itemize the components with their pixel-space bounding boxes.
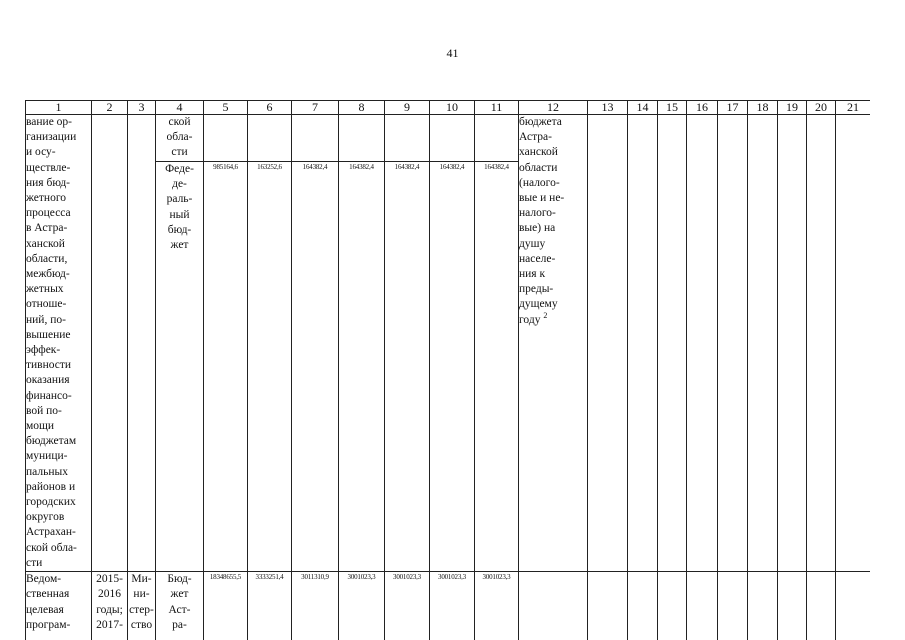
column-header: 7 xyxy=(292,101,339,115)
amount-cell: 3001023,3 xyxy=(385,572,430,640)
column-header: 13 xyxy=(588,101,628,115)
amount-cell: 3011310,9 xyxy=(292,572,339,640)
amount-cell: 163252,6 xyxy=(248,162,292,572)
column-header: 2 xyxy=(92,101,128,115)
empty-cell xyxy=(588,572,628,640)
column-header: 1 xyxy=(26,101,92,115)
column-number-row xyxy=(26,101,871,115)
period-cell xyxy=(92,115,128,572)
empty-cell xyxy=(628,572,658,640)
amount-cell xyxy=(204,115,248,162)
column-header: 5 xyxy=(204,101,248,115)
amount-cell: 164382,4 xyxy=(292,162,339,572)
executor-cell xyxy=(128,115,156,572)
executor-cell: Ми- ни- стер- ство xyxy=(128,572,156,640)
empty-cell xyxy=(778,115,807,572)
empty-cell xyxy=(836,572,871,640)
amount-cell: 3001023,3 xyxy=(339,572,385,640)
amount-cell: 3001023,3 xyxy=(430,572,475,640)
empty-cell xyxy=(718,572,748,640)
amount-cell: 164382,4 xyxy=(430,162,475,572)
column-header: 4 xyxy=(156,101,204,115)
indicator-cell xyxy=(519,572,588,640)
period-cell: 2015- 2016 годы; 2017- xyxy=(92,572,128,640)
empty-cell xyxy=(588,115,628,572)
empty-cell xyxy=(748,115,778,572)
amount-cell: 3001023,3 xyxy=(475,572,519,640)
column-header: 21 xyxy=(836,101,871,115)
amount-cell: 3333251,4 xyxy=(248,572,292,640)
indicator-cell xyxy=(519,115,588,572)
page-number: 41 xyxy=(446,46,459,60)
measure-description-cell: Ведом- ственная целевая програм- xyxy=(26,572,92,640)
column-header: 19 xyxy=(778,101,807,115)
column-header: 14 xyxy=(628,101,658,115)
column-header: 20 xyxy=(807,101,836,115)
amount-cell: 164382,4 xyxy=(339,162,385,572)
empty-cell xyxy=(718,115,748,572)
column-header: 12 xyxy=(519,101,588,115)
empty-cell xyxy=(628,115,658,572)
amount-cell: 18348655,5 xyxy=(204,572,248,640)
indicator-text: бюджета Астра- ханской области (налого- вые и не- налого- вые) на душу населе- ния к преды- дущему году xyxy=(519,116,565,326)
column-header: 9 xyxy=(385,101,430,115)
table-row xyxy=(26,572,871,640)
footnote-marker: 2 xyxy=(543,310,548,320)
column-header: 17 xyxy=(718,101,748,115)
amount-cell: 164382,4 xyxy=(385,162,430,572)
amount-cell xyxy=(292,115,339,162)
amount-cell: 164382,4 xyxy=(475,162,519,572)
column-header: 16 xyxy=(687,101,718,115)
column-header: 6 xyxy=(248,101,292,115)
amount-cell xyxy=(385,115,430,162)
empty-cell xyxy=(807,115,836,572)
funding-source-cell: Бюд- жет Аст- ра- xyxy=(156,572,204,640)
column-header: 3 xyxy=(128,101,156,115)
amount-cell xyxy=(430,115,475,162)
empty-cell xyxy=(687,572,718,640)
empty-cell xyxy=(658,572,687,640)
empty-cell xyxy=(748,572,778,640)
empty-cell xyxy=(778,572,807,640)
funding-source-cell: Феде- де- раль- ный бюд- жет xyxy=(156,162,204,572)
amount-cell: 985164,6 xyxy=(204,162,248,572)
measure-description-cell: вание ор- ганизации и осу- ществле- ния бюд- жетного процесса в Астра- ханской области, межбюд- жетных отноше- ний, по- вышение эффек- тивности оказания финансо- вой по- мощи бюджетам муници- пальных районов и городских округов Астрахан- ской обла- сти xyxy=(26,115,92,572)
empty-cell xyxy=(836,115,871,572)
amount-cell xyxy=(339,115,385,162)
empty-cell xyxy=(658,115,687,572)
column-header: 8 xyxy=(339,101,385,115)
column-header: 18 xyxy=(748,101,778,115)
column-header: 10 xyxy=(430,101,475,115)
budget-table xyxy=(25,100,870,640)
budget-table-area xyxy=(25,100,870,640)
funding-source-cell: ской обла- сти xyxy=(156,115,204,162)
amount-cell xyxy=(248,115,292,162)
amount-cell xyxy=(475,115,519,162)
empty-cell xyxy=(687,115,718,572)
column-header: 15 xyxy=(658,101,687,115)
empty-cell xyxy=(807,572,836,640)
column-header: 11 xyxy=(475,101,519,115)
table-row xyxy=(26,115,871,162)
